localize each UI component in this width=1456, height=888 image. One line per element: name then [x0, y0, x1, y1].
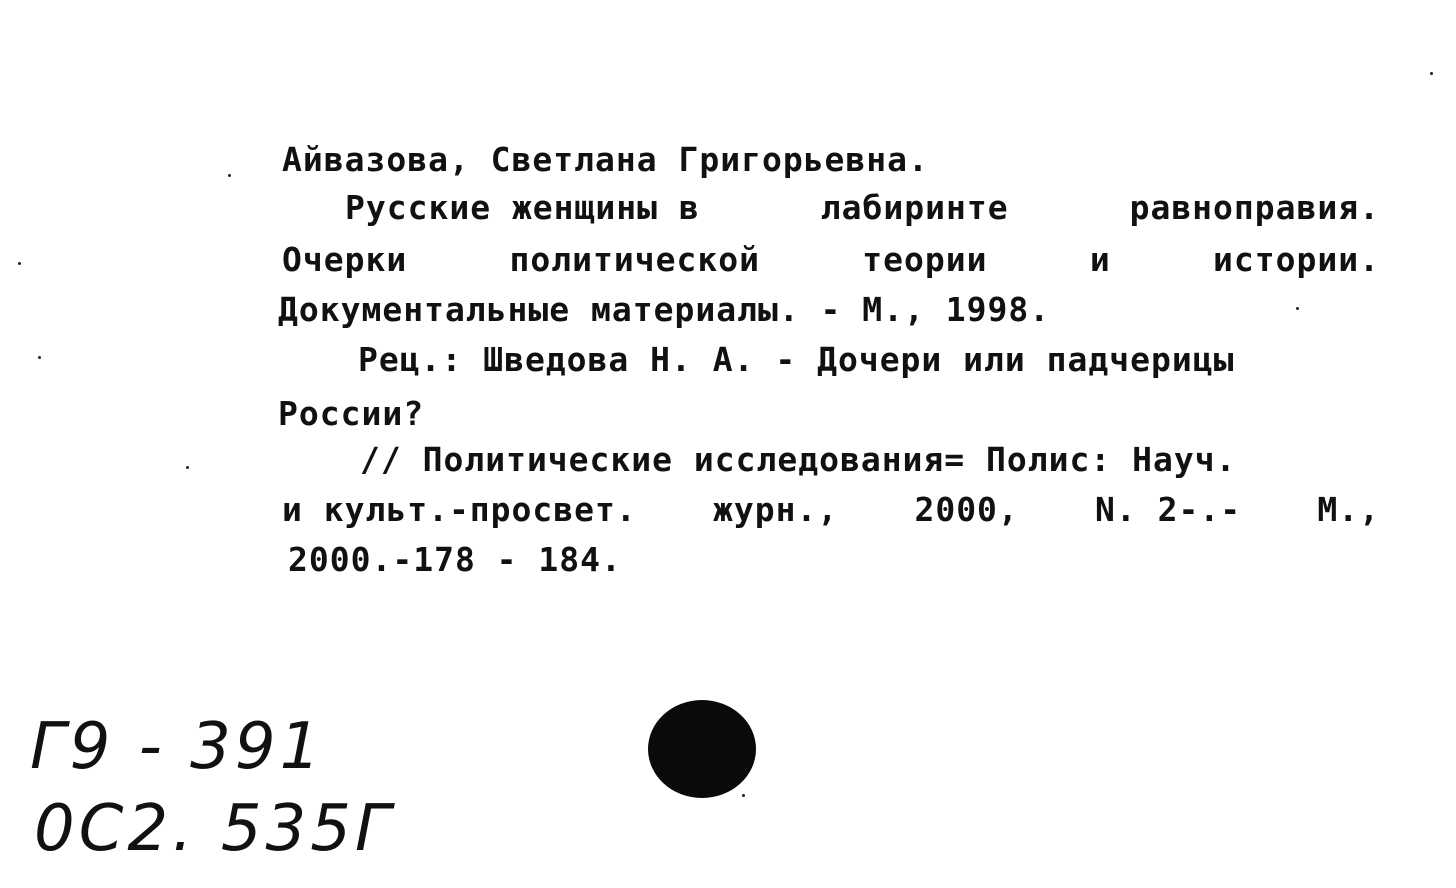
source-line-2-part-1: и культ.-просвет.	[282, 490, 637, 529]
title-line-1-part-1: Русские женщины в	[345, 188, 700, 227]
speck-mark	[1296, 307, 1299, 310]
title-line-3: Документальные материалы. - М., 1998.	[278, 290, 1051, 329]
title-line-2-part-4: и	[1089, 240, 1111, 279]
source-line-1: // Политические исследования= Полис: Науч.	[360, 440, 1237, 479]
review-line-2: России?	[278, 394, 425, 433]
speck-mark	[18, 262, 21, 265]
source-line-2-part-2: журн.,	[713, 490, 839, 529]
title-line-1	[345, 188, 1380, 227]
title-line-2-part-3: теории	[862, 240, 988, 279]
speck-mark	[742, 794, 745, 797]
source-line-3: 2000.-178 - 184.	[288, 540, 622, 579]
speck-mark	[186, 466, 189, 469]
speck-mark	[228, 174, 231, 177]
title-line-2	[282, 240, 1380, 279]
source-line-2-part-3: 2000,	[914, 490, 1019, 529]
title-line-2-part-5: истории.	[1213, 240, 1380, 279]
review-line-1: Рец.: Шведова Н. А. - Дочери или падчерицы	[358, 340, 1235, 379]
title-line-1-part-2: лабиринте	[820, 188, 1009, 227]
title-line-2-part-1: Очерки	[282, 240, 408, 279]
source-line-2-part-5: М.,	[1317, 490, 1380, 529]
speck-mark	[38, 356, 41, 359]
author-line: Айвазова, Светлана Григорьевна.	[282, 140, 929, 179]
handwritten-shelfmark-1: Г9 - 391	[30, 710, 325, 784]
title-line-1-part-3: равноправия.	[1129, 188, 1380, 227]
speck-mark	[1430, 72, 1433, 75]
punch-hole	[648, 700, 756, 798]
source-line-2-part-4: N. 2-.-	[1095, 490, 1242, 529]
title-line-2-part-2: политической	[509, 240, 760, 279]
handwritten-shelfmark-2: 0С2. 535Г	[34, 792, 395, 866]
source-line-2	[282, 490, 1380, 529]
